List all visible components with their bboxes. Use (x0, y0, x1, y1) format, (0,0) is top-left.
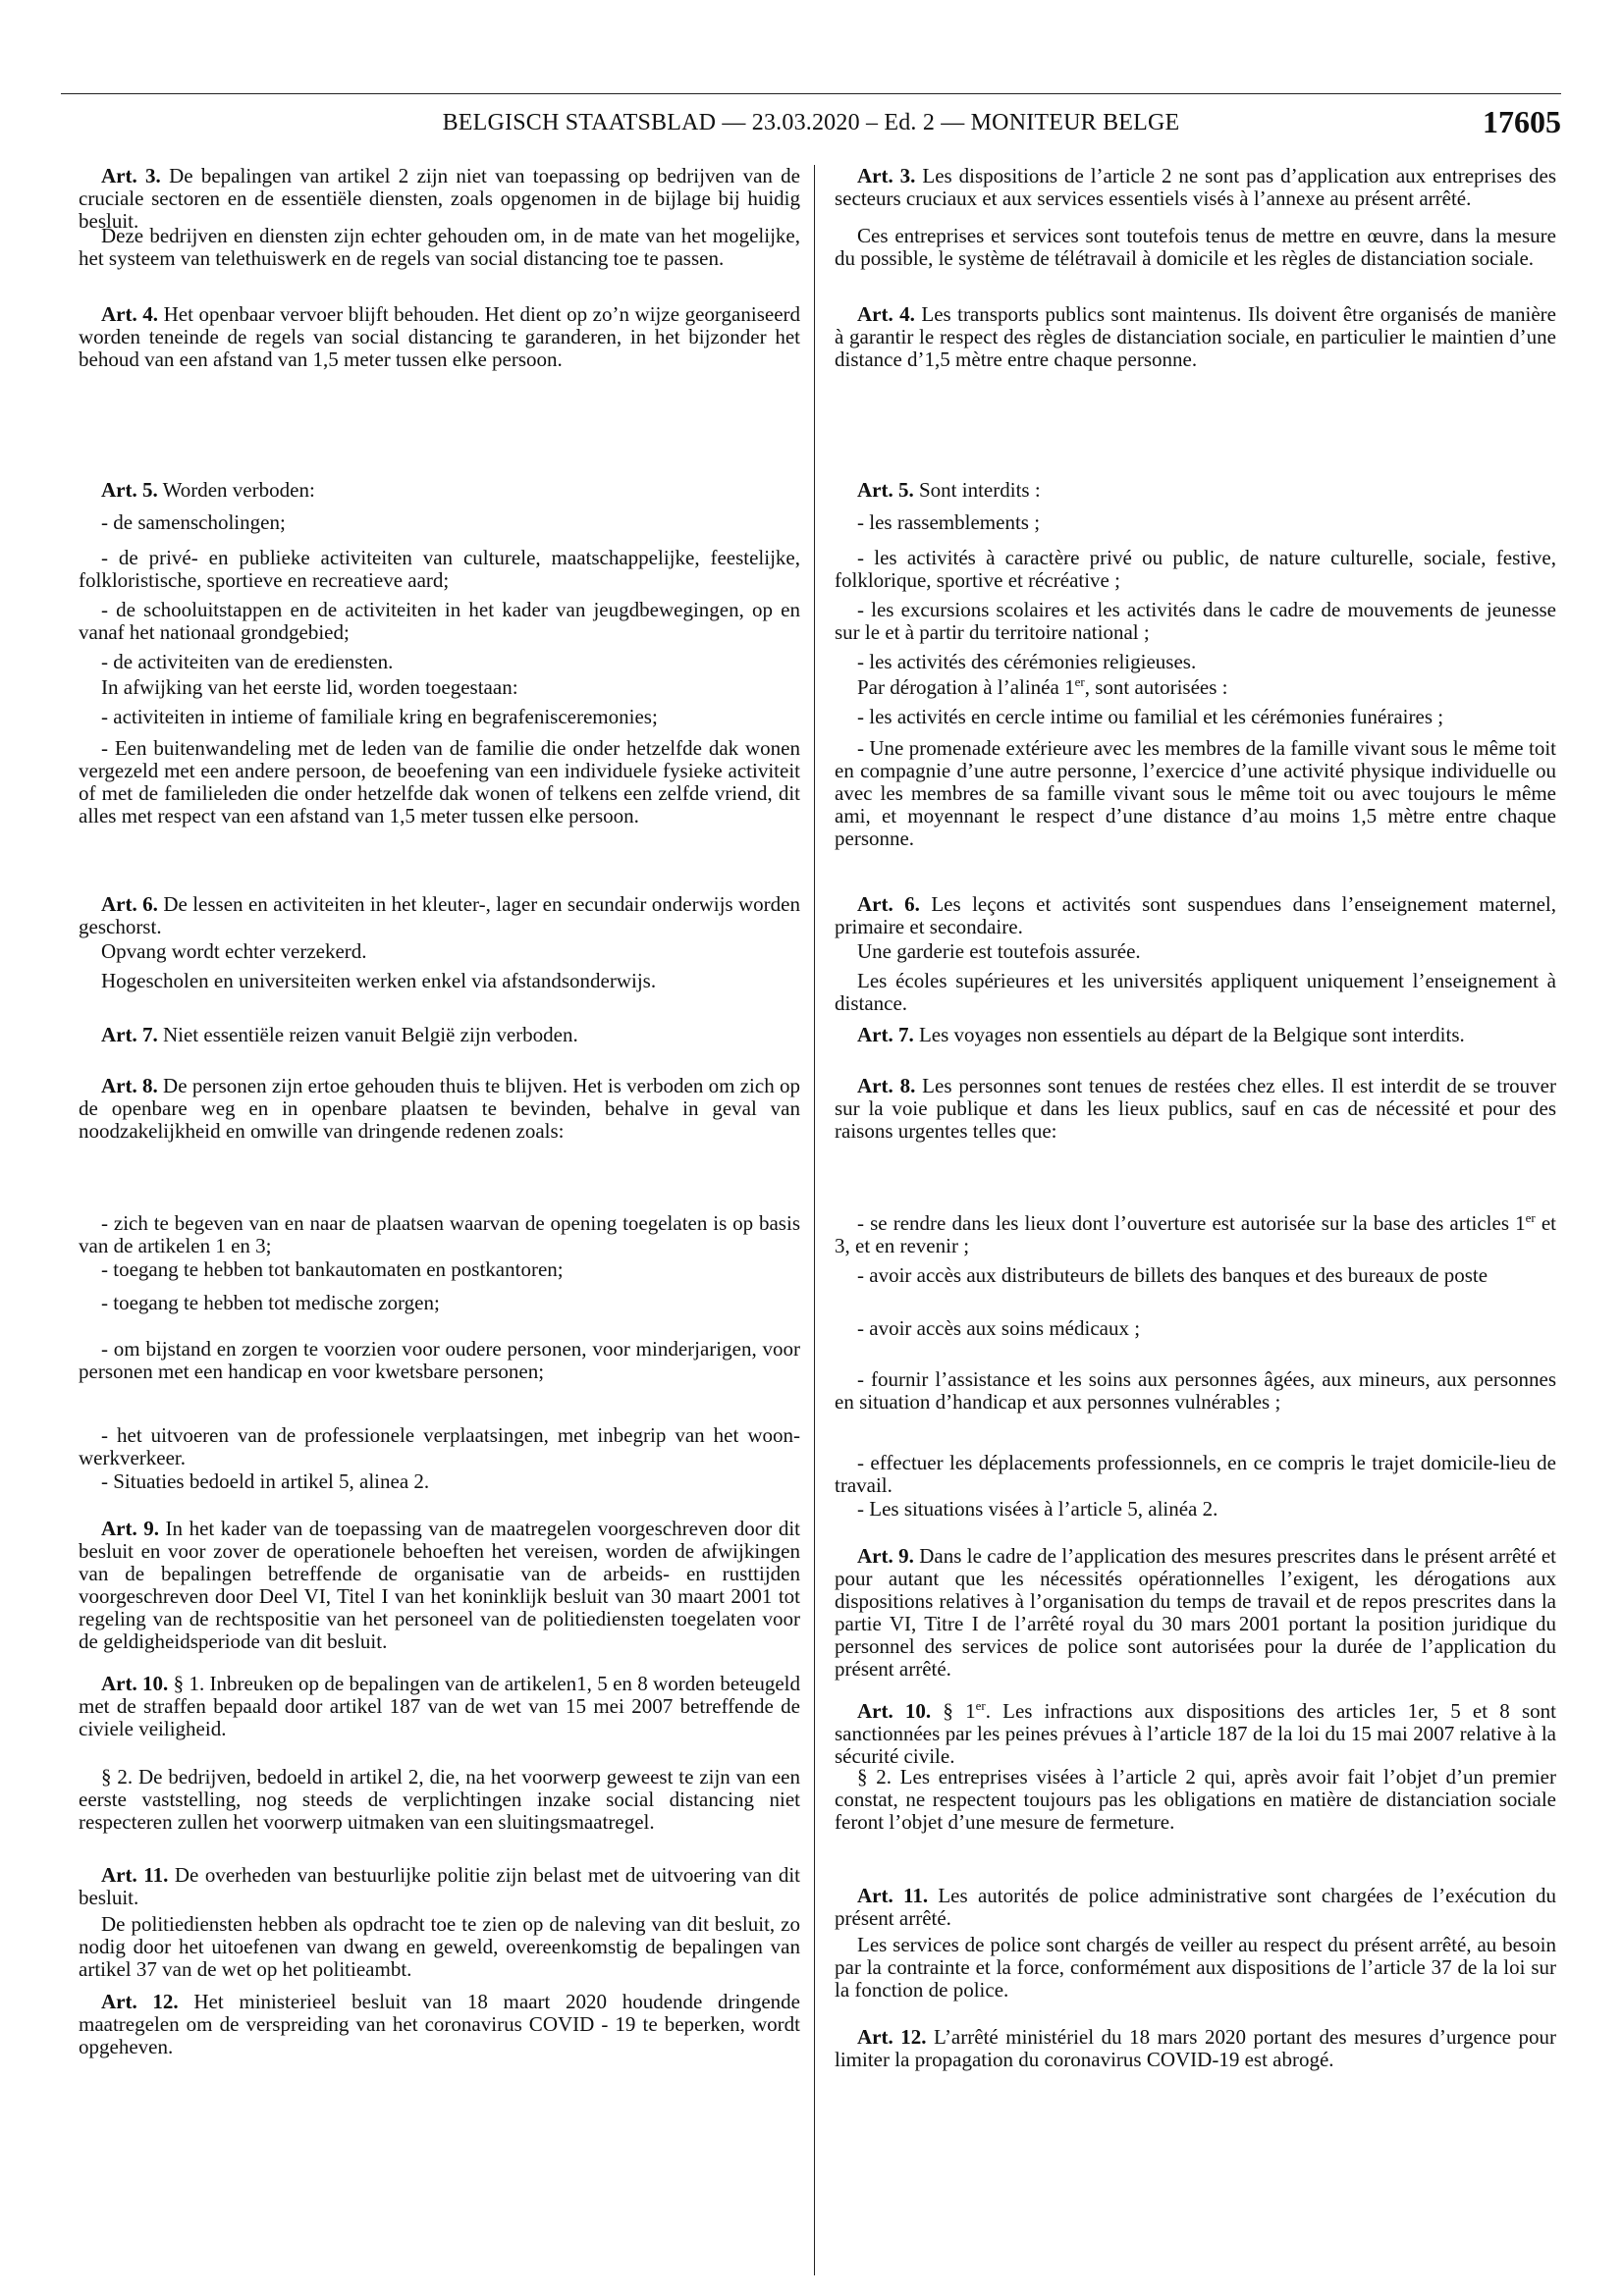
article-paragraph (835, 303, 1556, 371)
paragraph (79, 511, 800, 534)
superscript: er (1525, 1210, 1536, 1225)
paragraph (835, 1934, 1556, 2002)
paragraph-text: De politiediensten hebben als opdracht toe te zien op de naleving van dit besluit, zo nodig door het uitoefenen van dwang en geweld, overeenkomstig de bepalingen van artikel 37 van de wet op het politieambt. (79, 1912, 800, 1981)
paragraph-text: Ces entreprises et services sont toutefois tenus de mettre en œuvre, dans la mesure du possible, le système de télétravail à domicile et les règles de distanciation sociale. (835, 224, 1556, 270)
paragraph-text: - les activités en cercle intime ou familial et les cérémonies funéraires ; (857, 705, 1444, 728)
paragraph-text: Les dispositions de l’article 2 ne sont pas d’application aux entreprises des secteurs cruciaux et aux services essentiels visés à l’annexe au présent arrêté. (835, 164, 1556, 210)
paragraph (79, 1913, 800, 1981)
article-paragraph (835, 1885, 1556, 1930)
paragraph-text: Les écoles supérieures et les universités appliquent uniquement l’enseignement à distance. (835, 969, 1556, 1015)
paragraph-text: - Situaties bedoeld in artikel 5, alinea 2. (101, 1469, 430, 1493)
superscript: er (975, 1698, 986, 1713)
paragraph (835, 651, 1556, 673)
article-number: Art. 3. (101, 164, 161, 187)
paragraph-text-continued: et 3, et en revenir ; (835, 1211, 1557, 1257)
superscript: er (1074, 674, 1085, 689)
paragraph-text: De personen zijn ertoe gehouden thuis te blijven. Het is verboden om zich op de openbare weg en in openbare plaatsen te bevinden, behalve in geval van noodzakelijkheid en omwille van dringende redenen zoals: (79, 1074, 800, 1143)
article-paragraph (835, 893, 1556, 938)
article-number: Art. 3. (857, 164, 916, 187)
page-number: 17605 (1483, 104, 1561, 139)
paragraph-text: - om bijstand en zorgen te voorzien voor oudere personen, voor minderjarigen, voor personen met een handicap en voor kwetsbare personen; (79, 1337, 800, 1383)
paragraph (79, 599, 800, 644)
paragraph-text: - toegang te hebben tot bankautomaten en postkantoren; (101, 1257, 564, 1281)
paragraph (79, 1258, 800, 1281)
paragraph-text: - de activiteiten van de erediensten. (101, 650, 394, 673)
article-paragraph (835, 1075, 1556, 1143)
paragraph (835, 599, 1556, 644)
paragraph (835, 706, 1556, 728)
paragraph (79, 737, 800, 828)
paragraph-text: - avoir accès aux distributeurs de billets des banques et des bureaux de poste (857, 1263, 1488, 1287)
article-number: Art. 12. (101, 1990, 179, 2013)
paragraph-text: - toegang te hebben tot medische zorgen; (101, 1291, 440, 1314)
paragraph (79, 1338, 800, 1383)
article-paragraph (79, 1075, 800, 1143)
paragraph (835, 676, 1556, 699)
article-number: Art. 9. (857, 1544, 914, 1568)
paragraph-text: De overheden van bestuurlijke politie zijn belast met de uitvoering van dit besluit. (79, 1863, 800, 1909)
paragraph-text: De bepalingen van artikel 2 zijn niet van toepassing op bedrijven van de cruciale sectoren en de essentiële diensten, zoals opgenomen in de bijlage bij huidig besluit. (79, 164, 801, 233)
article-paragraph (835, 479, 1556, 502)
paragraph-text: - fournir l’assistance et les soins aux personnes âgées, aux mineurs, aux personnes en situation d’handicap et aux personnes vulnérables ; (835, 1367, 1556, 1414)
article-number: Art. 10. (101, 1672, 169, 1695)
paragraph (79, 1424, 800, 1469)
paragraph (835, 1368, 1556, 1414)
article-number: Art. 6. (857, 892, 920, 916)
paragraph-text: Les voyages non essentiels au départ de la Belgique sont interdits. (913, 1023, 1465, 1046)
article-paragraph (835, 1024, 1556, 1046)
article-number: Art. 7. (101, 1023, 158, 1046)
article-number: Art. 4. (857, 302, 915, 326)
paragraph-text: - les activités à caractère privé ou public, de nature culturelle, sociale, festive, folklorique, sportive et récréative ; (835, 546, 1556, 592)
article-paragraph (835, 1700, 1556, 1768)
paragraph-text: In afwijking van het eerste lid, worden toegestaan: (101, 675, 518, 699)
paragraph-text: Dans le cadre de l’application des mesures prescrites dans le présent arrêté et pour autant que les nécessités opérationnelles l’exigent, les dérogations aux dispositions relatives à l’organisation du temps de travail et de repos prescrites dans la partie VI, Titre I de l’arrêté royal du 30 mars 2001 portant la position juridique du personnel des services de police sont autorisées pour la durée de l’application du présent arrêté. (835, 1544, 1556, 1681)
paragraph (79, 676, 800, 699)
paragraph-text: L’arrêté ministériel du 18 mars 2020 portant des mesures d’urgence pour limiter la propagation du coronavirus COVID-19 est abrogé. (835, 2025, 1556, 2071)
paragraph-text: - les activités des cérémonies religieuses. (857, 650, 1197, 673)
paragraph (79, 706, 800, 728)
paragraph (835, 1452, 1556, 1497)
article-number: Art. 12. (857, 2025, 927, 2049)
paragraph-text: § 1. Inbreuken op de bepalingen van de artikelen1, 5 en 8 worden beteugeld met de straffen bepaald door artikel 187 van de wet van 15 mei 2007 betreffende de civiele veiligheid. (79, 1672, 800, 1740)
paragraph-text: § 2. Les entreprises visées à l’article 2 qui, après avoir fait l’objet d’un premier constat, ne respectent toujours pas les obligations en matière de distanciation sociale feront l’objet d’une mesure de fermeture. (835, 1765, 1556, 1834)
paragraph-text: - Een buitenwandeling met de leden van de familie die onder hetzelfde dak wonen vergezeld met een andere persoon, de beoefening van een individuele fysieke activiteit of met de familieleden die onder hetzelfde dak wonen of telkens een zelfde vriend, dit alles met respect van een afstand van 1,5 meter tussen elke persoon. (79, 736, 800, 828)
paragraph-text: Deze bedrijven en diensten zijn echter gehouden om, in de mate van het mogelijke, het systeem van telethuiswerk en de regels van social distancing toe te passen. (79, 224, 800, 270)
article-paragraph (79, 1864, 800, 1909)
paragraph (835, 511, 1556, 534)
article-number: Art. 4. (101, 302, 159, 326)
paragraph-text: - de privé- en publieke activiteiten van culturele, maatschappelijke, feestelijke, folkloristische, sportieve en recreatieve aard; (79, 546, 800, 592)
column-divider (814, 165, 815, 2275)
running-header (61, 104, 1561, 143)
paragraph (835, 1766, 1556, 1834)
paragraph-text: Les autorités de police administrative sont chargées de l’exécution du présent arrêté. (835, 1884, 1556, 1930)
article-number: Art. 5. (857, 478, 914, 502)
paragraph-text: - activiteiten in intieme of familiale kring en begrafenisceremonies; (101, 705, 658, 728)
paragraph-text: - les rassemblements ; (857, 510, 1041, 534)
running-title: BELGISCH STAATSBLAD — 23.03.2020 – Ed. 2 — MONITEUR BELGE (442, 110, 1180, 135)
paragraph-text: Par dérogation à l’alinéa 1 (857, 675, 1075, 699)
paragraph-text: Het ministerieel besluit van 18 maart 2020 houdende dringende maatregelen om de verspreiding van het coronavirus COVID - 19 te beperken, wordt opgeheven. (79, 1990, 801, 2058)
article-paragraph (79, 1991, 800, 2058)
paragraph-text: Hogescholen en universiteiten werken enkel via afstandsonderwijs. (101, 969, 657, 992)
paragraph (79, 1212, 800, 1257)
article-paragraph (79, 1024, 800, 1046)
paragraph-text: Het openbaar vervoer blijft behouden. Het dient op zo’n wijze georganiseerd worden teneinde de regels van social distancing te garanderen, in het bijzonder het behoud van een afstand van 1,5 meter tussen elke persoon. (79, 302, 801, 371)
paragraph (835, 940, 1556, 963)
article-paragraph (835, 1545, 1556, 1681)
paragraph (79, 651, 800, 673)
article-number: Art. 11. (101, 1863, 169, 1887)
paragraph-text: Opvang wordt echter verzekerd. (101, 939, 367, 963)
article-paragraph (835, 165, 1556, 210)
paragraph-text: Worden verboden: (157, 478, 315, 502)
paragraph-text: § 1 (931, 1699, 976, 1723)
paragraph-text: Les services de police sont chargés de veiller au respect du présent arrêté, au besoin par la contrainte et la force, conformément aux dispositions de l’article 37 de la loi sur la fonction de police. (835, 1933, 1556, 2002)
paragraph (835, 547, 1556, 592)
paragraph-text: - Les situations visées à l’article 5, alinéa 2. (857, 1497, 1218, 1521)
article-paragraph (79, 893, 800, 938)
paragraph (79, 1470, 800, 1493)
paragraph (835, 225, 1556, 270)
paragraph-text: - les excursions scolaires et les activités dans le cadre de mouvements de jeunesse sur le et à partir du territoire national ; (835, 598, 1556, 644)
paragraph-text: - zich te begeven van en naar de plaatsen waarvan de opening toegelaten is op basis van de artikelen 1 en 3; (79, 1211, 800, 1257)
article-number: Art. 5. (101, 478, 158, 502)
article-paragraph (79, 1518, 800, 1653)
article-paragraph (79, 303, 800, 371)
paragraph-text: Une garderie est toutefois assurée. (857, 939, 1141, 963)
paragraph (79, 225, 800, 270)
paragraph-text: - de schooluitstappen en de activiteiten in het kader van jeugdbewegingen, op en vanaf het nationaal grondgebied; (79, 598, 800, 644)
paragraph (835, 1317, 1556, 1340)
article-number: Art. 11. (857, 1884, 929, 1907)
paragraph-text: Les leçons et activités sont suspendues dans l’enseignement maternel, primaire et secondaire. (835, 892, 1556, 938)
article-number: Art. 8. (101, 1074, 158, 1097)
paragraph (835, 970, 1556, 1015)
article-paragraph (79, 479, 800, 502)
paragraph-text: De lessen en activiteiten in het kleuter-, lager en secundair onderwijs worden geschorst. (79, 892, 800, 938)
paragraph (79, 940, 800, 963)
paragraph-text-continued: . Les infractions aux dispositions des articles 1er, 5 et 8 sont sanctionnées par les peines prévues à l’article 187 de la loi du 15 mai 2007 relative à la sécurité civile. (835, 1699, 1556, 1768)
paragraph (835, 1264, 1556, 1287)
paragraph (79, 547, 800, 592)
paragraph-text: - effectuer les déplacements professionnels, en ce compris le trajet domicile-lieu de travail. (835, 1451, 1556, 1497)
article-number: Art. 7. (857, 1023, 914, 1046)
paragraph-text: - avoir accès aux soins médicaux ; (857, 1316, 1141, 1340)
article-paragraph (79, 165, 800, 233)
paragraph-text: - Une promenade extérieure avec les membres de la famille vivant sous le même toit en compagnie d’une autre personne, l’exercice d’une activité physique individuelle ou avec les membres de sa famille vivant sous le même toit ou avec toujours le même ami, et moyennant le respect d’une distance d’au moins 1,5 mètre entre chaque personne. (835, 736, 1556, 850)
article-paragraph (835, 2026, 1556, 2071)
article-number: Art. 10. (857, 1699, 932, 1723)
article-number: Art. 8. (857, 1074, 916, 1097)
paragraph (835, 737, 1556, 850)
paragraph-text-continued: , sont autorisées : (1084, 675, 1228, 699)
paragraph-text: - se rendre dans les lieux dont l’ouverture est autorisée sur la base des articles 1 (857, 1211, 1526, 1235)
paragraph-text: - de samenscholingen; (101, 510, 286, 534)
header-rule (61, 93, 1561, 94)
paragraph-text: § 2. De bedrijven, bedoeld in artikel 2, die, na het voorwerp geweest te zijn van een eerste vaststelling, nog steeds de verplichtingen inzake social distancing niet respecteren zullen het voorwerp uitmaken van een sluitingsmaatregel. (79, 1765, 800, 1834)
paragraph (79, 1766, 800, 1834)
article-paragraph (79, 1673, 800, 1740)
paragraph-text: Les personnes sont tenues de restées chez elles. Il est interdit de se trouver sur la voie publique et dans les lieux publics, sauf en cas de nécessité et pour des raisons urgentes telles que: (835, 1074, 1556, 1143)
paragraph (835, 1212, 1556, 1257)
paragraph-text: Niet essentiële reizen vanuit België zijn verboden. (157, 1023, 578, 1046)
article-number: Art. 9. (101, 1517, 160, 1540)
paragraph-text: Les transports publics sont maintenus. Ils doivent être organisés de manière à garantir le respect des règles de distanciation sociale, en particulier le maintien d’une distance d’1,5 mètre entre chaque personne. (835, 302, 1556, 371)
paragraph-text: In het kader van de toepassing van de maatregelen voorgeschreven door dit besluit en voor zover de operationele behoeften het vereisen, worden de afwijkingen van de bepalingen betreffende de organisatie van de arbeids- en rusttijden voorgeschreven door Deel VI, Titel I van het koninklijk besluit van 30 maart 2001 tot regeling van de rechtspositie van het personeel van de politiediensten toegelaten voor de geldigheidsperiode van dit besluit. (79, 1517, 800, 1653)
paragraph (835, 1498, 1556, 1521)
paragraph-text: Sont interdits : (913, 478, 1041, 502)
paragraph-text: - het uitvoeren van de professionele verplaatsingen, met inbegrip van het woon-werkverkeer. (79, 1423, 800, 1469)
article-number: Art. 6. (101, 892, 158, 916)
paragraph (79, 970, 800, 992)
paragraph (79, 1292, 800, 1314)
